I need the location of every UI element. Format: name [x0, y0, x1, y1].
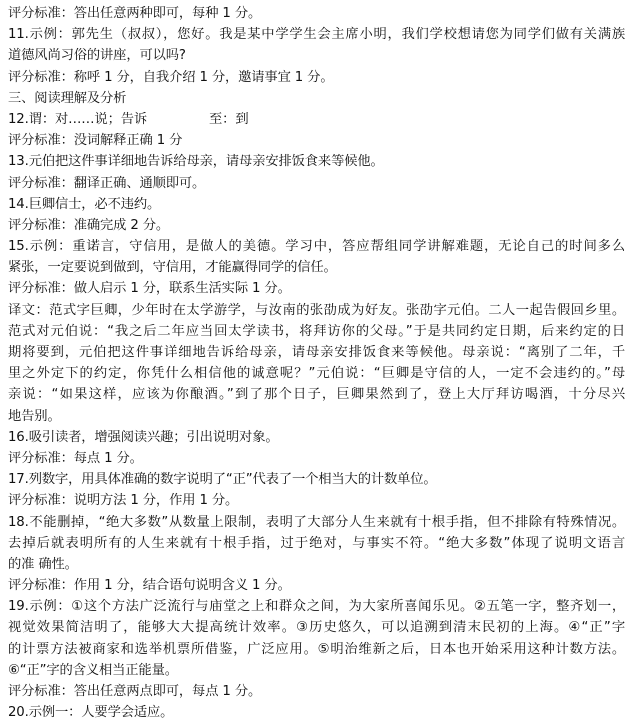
text-line: 13.元伯把这件事详细地告诉给母亲，请母亲安排饭食来等候他。 — [8, 154, 384, 170]
text-line: 17.列数字，用具体准确的数字说明了“正”代表了一个相当大的计数单位。 — [8, 472, 437, 488]
text-line: 评分标准：准确完成 2 分。 — [8, 217, 170, 233]
text-line: 评分标准：作用 1 分，结合语句说明含义 1 分。 — [8, 578, 291, 594]
text-line: 20.示例一：人要学会适应。 — [8, 705, 174, 721]
definition-part: 12.谓：对……说；告诉 — [8, 111, 148, 127]
section-heading: 三、阅读理解及分析 — [8, 90, 127, 106]
text-line: ⑥“正”字的含义相当正能量。 — [8, 662, 178, 678]
text-line: 18.不能删掉，“绝大多数”从数量上限制，表明了大部分人生来就有十根手指，但不排除有特殊情况。 — [8, 514, 625, 530]
text-line: 评分标准：做人启示 1 分，联系生活实际 1 分。 — [8, 281, 291, 297]
text-line: 亲说：“如果这样，应该为你酿酒。”到了那个日子，巨卿果然到了，登上大厅拜访喝酒，十分尽兴 — [8, 387, 625, 403]
text-line: 地告别。 — [8, 408, 61, 424]
text-line: 15.示例：重诺言，守信用，是做人的美德。学习中，答应帮组同学讲解难题，无论自己的时间多么 — [8, 239, 625, 255]
text-line: 评分标准：每点 1 分。 — [8, 450, 143, 466]
text-line: 评分标准：称呼 1 分，自我介绍 1 分，邀请事宜 1 分。 — [8, 69, 334, 85]
text-line: 评分标准：翻译正确、通顺即可。 — [8, 175, 206, 191]
text-line: 评分标准：答出任意两点即可，每点 1 分。 — [8, 684, 262, 699]
text-line: 译文：范式字巨卿，少年时在太学游学，与汝南的张劭成为好友。张劭字元伯。二人一起告假回乡里。 — [8, 302, 625, 318]
text-line: 视觉效果简洁明了，能够大大提高统计效率。③历史悠久，可以追溯到清末民初的上海。④“正”字 — [8, 620, 625, 636]
text-line: 期将要到，元伯把这件事详细地告诉给母亲，请母亲安排饭食来等候他。母亲说：“离别了二年，千 — [8, 345, 625, 360]
text-line: 的计票方法被商家和选举机票所借鉴，广泛应用。⑤明治维新之后，日本也开始采用这种计数方法。 — [8, 641, 625, 657]
definition-part: 至：到 — [209, 111, 249, 127]
text-line: 范式对元伯说：“我之后二年应当回太学读书，将拜访你的父母。”于是共同约定日期，后来约定的日 — [8, 323, 625, 339]
text-line: 评分标准：没词解释正确 1 分 — [8, 133, 183, 149]
text-line: 去掉后就表明所有的人生来就有十根手指，过于绝对，与事实不符。“绝大多数”体现了说明文语言 — [8, 535, 625, 551]
text-line: 11.示例：郭先生（叔叔），您好。我是某中学学生会主席小明，我们学校想请您为同学们做有关满族 — [8, 27, 625, 43]
text-line: 19.示例：①这个方法广泛流行与庙堂之上和群众之间，为大家所喜闻乐见。②五笔一字，整齐划一， — [8, 599, 625, 615]
text-line: 紧张，一定要说到做到，守信用，才能赢得同学的信任。 — [8, 260, 337, 276]
text-line: 道德风尚习俗的讲座，可以吗? — [8, 48, 186, 64]
text-line: 14.巨卿信士，必不违约。 — [8, 196, 161, 212]
text-line: 16.吸引读者，增强阅读兴趣；引出说明对象。 — [8, 429, 279, 445]
text-line: 评分标准：说明方法 1 分，作用 1 分。 — [8, 493, 239, 509]
text-line: 里之外定下的约定，你凭什么相信他的诚意呢？”元伯说：“巨卿是守信的人，一定不会违约的。”母 — [8, 366, 625, 382]
text-line: 评分标准：答出任意两种即可，每种 1 分。 — [8, 6, 262, 21]
text-line — [8, 109, 625, 130]
text-line: 的准 确性。 — [8, 556, 78, 572]
